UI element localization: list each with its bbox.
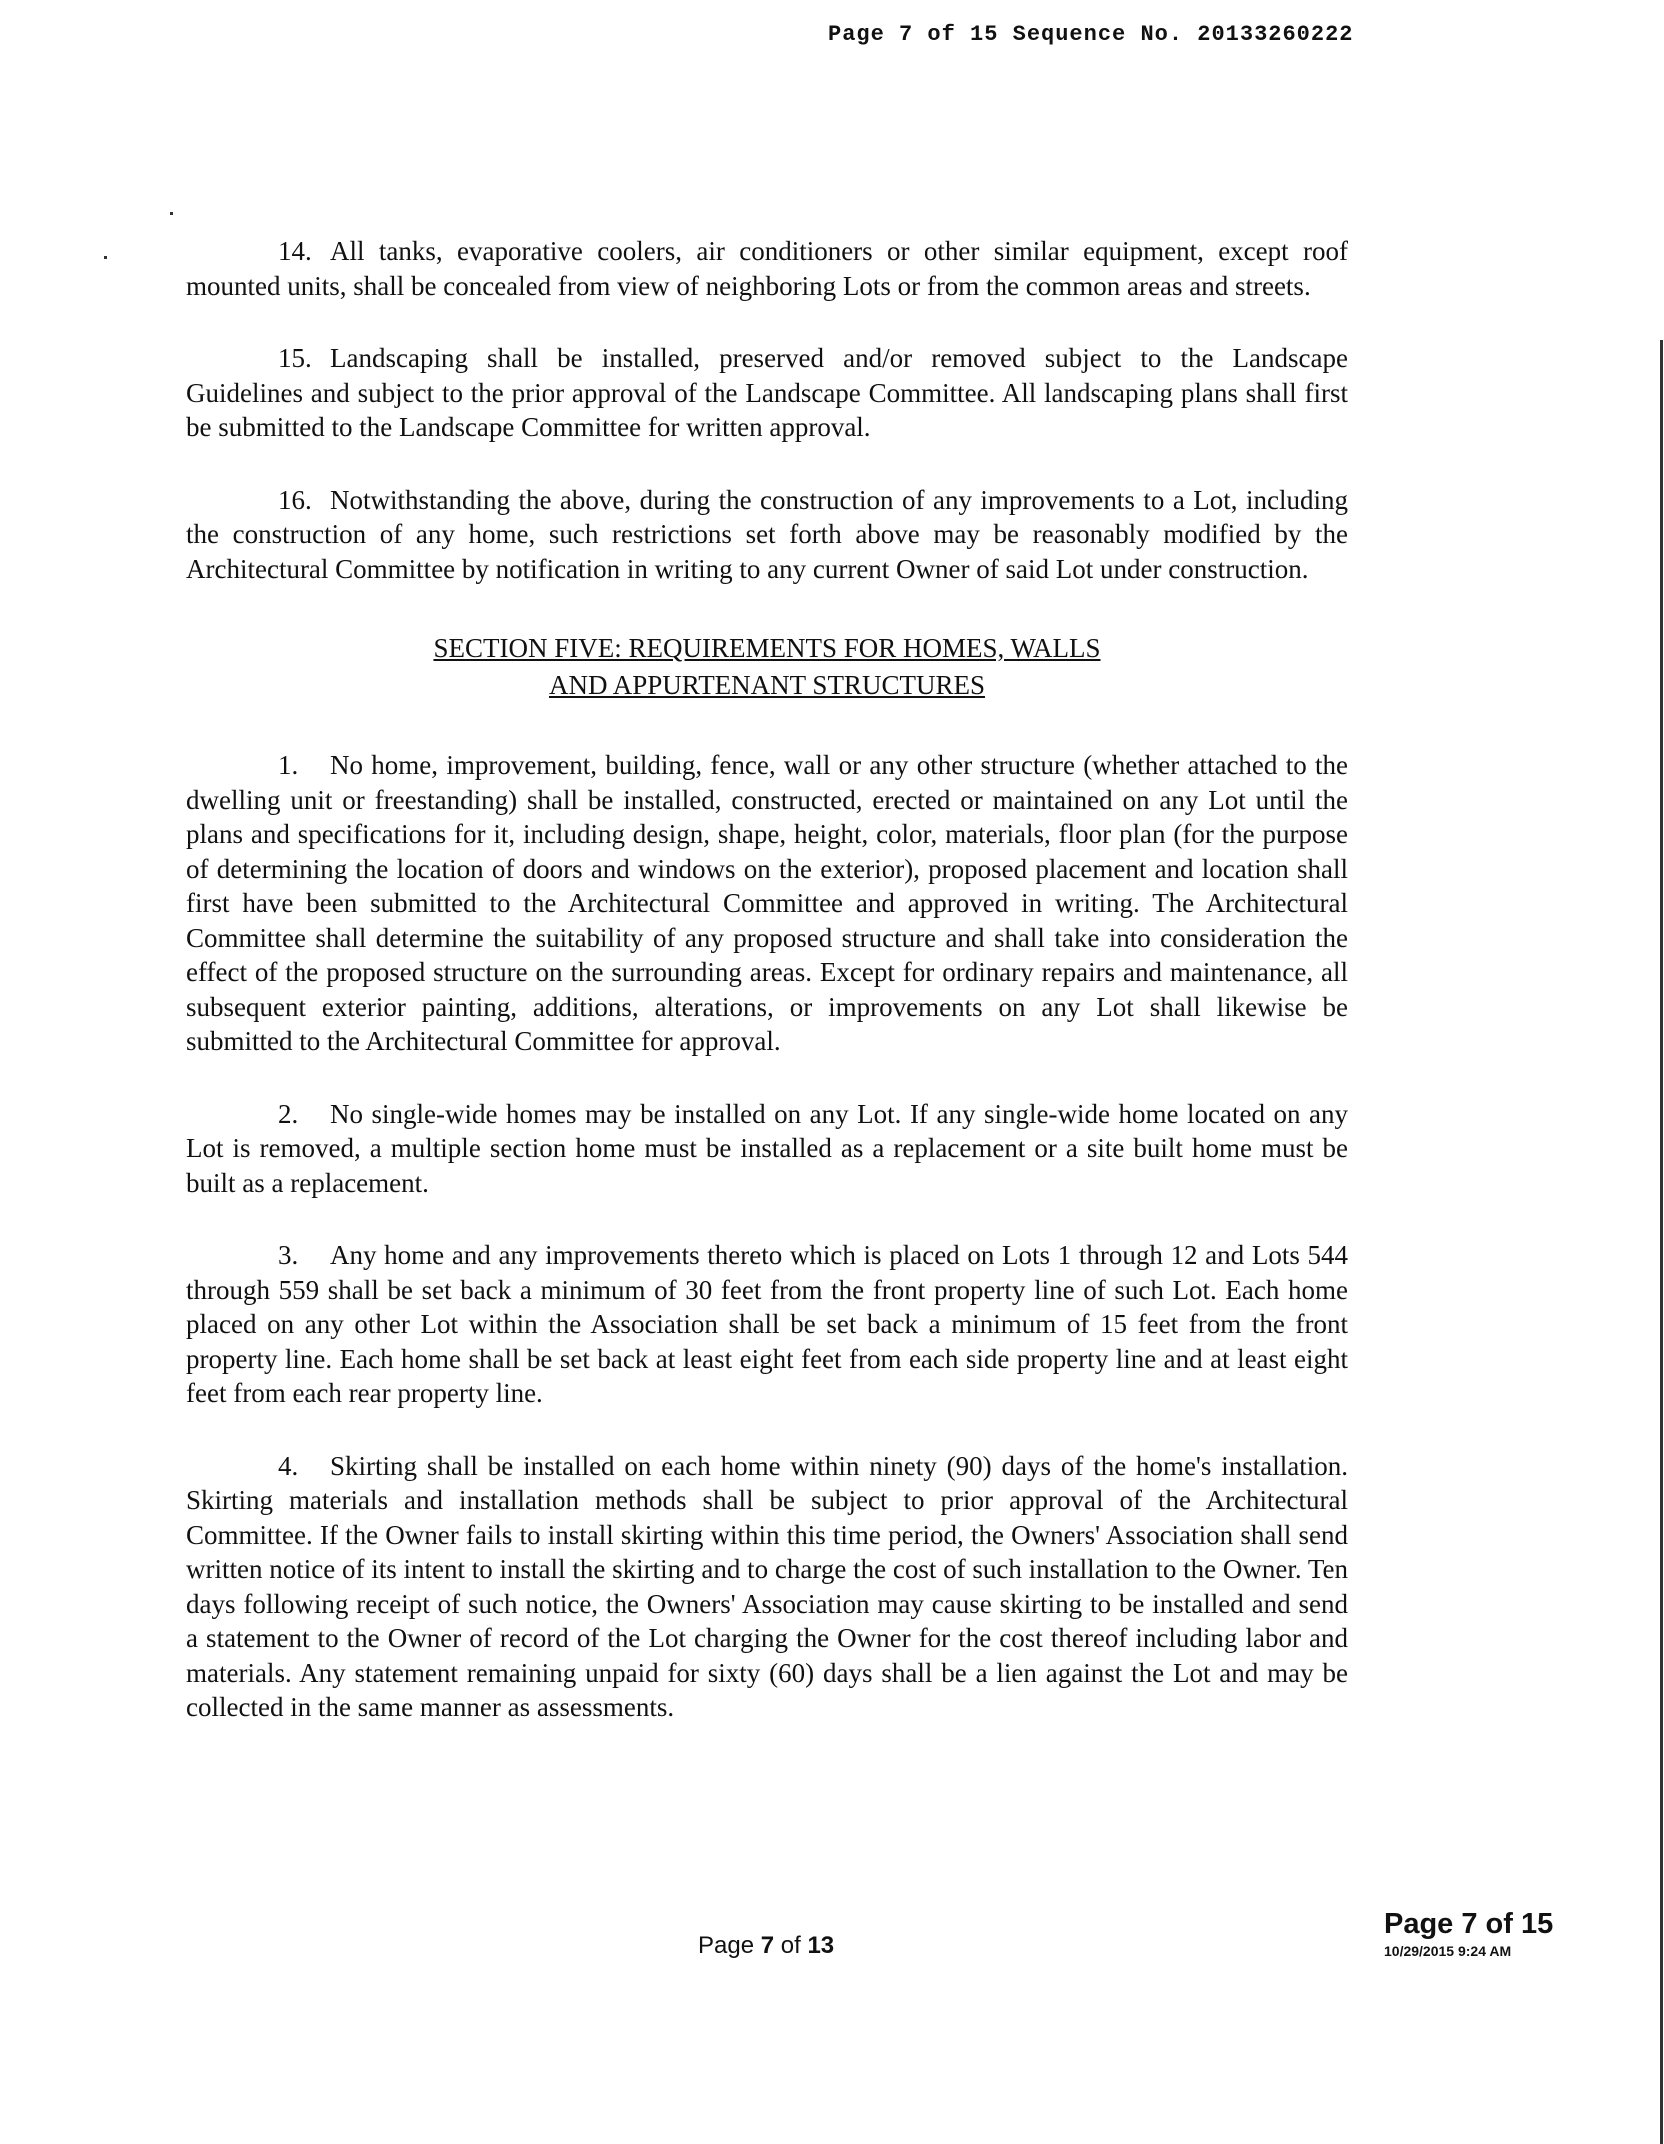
section-heading-line-2: AND APPURTENANT STRUCTURES [549, 670, 985, 700]
scan-speck [104, 256, 107, 259]
recording-stamp [1384, 1908, 1553, 1959]
section-paragraph-3 [186, 1238, 1348, 1411]
page-of: of [774, 1932, 808, 1959]
page-prefix: Page [698, 1932, 761, 1959]
paragraph-number: 16. [278, 484, 312, 515]
stamp-datetime: 10/29/2015 9:24 AM [1384, 1943, 1512, 1959]
paragraph-text: Notwithstanding the above, during the construction of any improvements to a Lot, including the construction of any home, such restrictions set forth above may be reasonably modified by the Architectural Committee by notification in writing to any current Owner of said Lot under construction. [186, 484, 1348, 584]
scan-speck [170, 212, 173, 215]
paragraph-number: 3. [278, 1240, 299, 1270]
paragraph-16 [186, 483, 1348, 587]
stamp-page: Page 7 of 15 [1384, 1908, 1554, 1940]
paragraph-number: 4. [278, 1450, 299, 1481]
paragraph-number: 15. [278, 343, 312, 373]
paragraph-number: 14. [278, 236, 312, 266]
section-heading-line-1: SECTION FIVE: REQUIREMENTS FOR HOMES, WALLS [433, 633, 1101, 663]
paragraph-text: Skirting shall be installed on each home within ninety (90) days of the home's installation. Skirting materials and installation methods shall be subject to prior approval of the Architectural Committee. If the Owner fails to install skirting within this time period, the Owners' Association shall send written notice of its intent to install the skirting and to charge the cost of such installation to the Owner. Ten days following receipt of such notice, the Owners' Association may cause skirting to be installed and send a statement to the Owner of record of the Lot charging the Owner for the cost thereof including labor and materials. Any statement remaining unpaid for sixty (60) days shall be a lien against the Lot and may be collected in the same manner as assessments. [186, 1450, 1348, 1722]
sequence-header: Page 7 of 15 Sequence No. 20133260222 [828, 22, 1354, 47]
paragraph-text: No single-wide homes may be installed on any Lot. If any single-wide home located on any Lot is removed, a multiple section home must be installed as a replacement or a site built home must be built as a replacement. [186, 1098, 1348, 1198]
document-body [186, 234, 1348, 1725]
paragraph-14 [186, 234, 1348, 303]
paragraph-number: 1. [278, 750, 299, 780]
paragraph-text: All tanks, evaporative coolers, air conditioners or other similar equipment, except roof mounted units, shall be concealed from view of neighboring Lots or from the common areas and streets. [186, 236, 1348, 301]
paragraph-text: Landscaping shall be installed, preserved and/or removed subject to the Landscape Guidelines and subject to the prior approval of the Landscape Committee. All landscaping plans shall first be submitted to the Landscape Committee for written approval. [186, 343, 1348, 442]
page-number-footer [698, 1932, 834, 1960]
section-paragraph-4 [186, 1449, 1348, 1725]
page-total: 13 [807, 1932, 835, 1959]
scan-edge-line [1660, 340, 1663, 2144]
paragraph-15 [186, 341, 1348, 445]
paragraph-number: 2. [278, 1098, 299, 1129]
section-paragraph-1 [186, 748, 1348, 1059]
paragraph-text: Any home and any improvements thereto which is placed on Lots 1 through 12 and Lots 544 through 559 shall be set back a minimum of 30 feet from the front property line of such Lot. Each home placed on any other Lot within the Association shall be set back a minimum of 15 feet from the front property line. Each home shall be set back at least eight feet from each side property line and at least eight feet from each rear property line. [186, 1240, 1348, 1408]
section-paragraph-2 [186, 1097, 1348, 1201]
page-current: 7 [760, 1932, 775, 1959]
paragraph-text: No home, improvement, building, fence, wall or any other structure (whether attached to the dwelling unit or freestanding) shall be installed, constructed, erected or maintained on any Lot until the plans and specifications for it, including design, shape, height, color, materials, floor plan (for the purpose of determining the location of doors and windows on the exterior), proposed placement and location shall first have been submitted to the Architectural Committee and approved in writing. The Architectural Committee shall determine the suitability of any proposed structure and shall take into consideration the effect of the proposed structure on the surrounding areas. Except for ordinary repairs and maintenance, all subsequent exterior painting, additions, alterations, or improvements on any Lot shall likewise be submitted to the Architectural Committee for approval. [186, 750, 1348, 1056]
